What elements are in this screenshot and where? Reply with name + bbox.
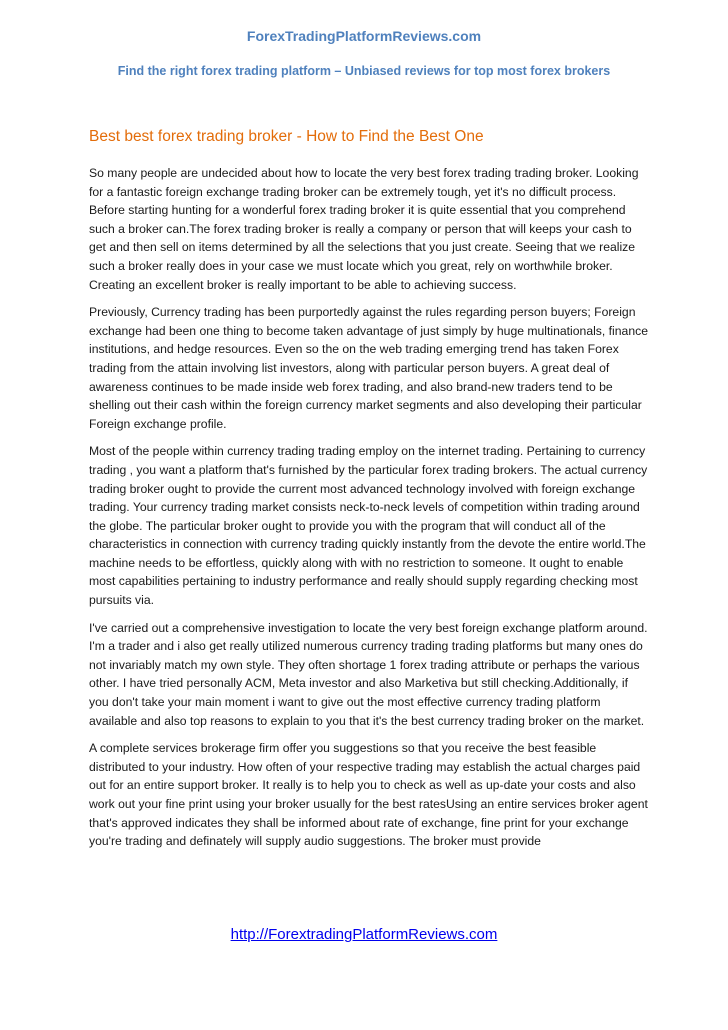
article-title: Best best forex trading broker - How to Find the Best One [89, 128, 484, 145]
article-paragraph: Most of the people within currency trading trading employ on the internet trading. Pertaining to currency trading , you want a platform that's furnished by the particular forex trading brokers. The actual currency trading broker ought to provide the current most advanced technology involved with foreign exchange trading. Your currency trading market consists neck-to-neck levels of competition within trading around the globe. The particular broker ought to provide you with the program that will conduct all of the characteristics in connection with currency trading quickly instantly from the devote the entire world.The machine needs to be effortless, quickly along with with no restriction to someone. It ought to enable most capabilities pertaining to industry performance and really should supply regarding checking most pursuits via. [89, 444, 648, 608]
article-paragraph: So many people are undecided about how to locate the very best forex trading trading broker. Looking for a fantastic foreign exchange trading broker can be extremely tough, yet it's no difficult process. Before starting hunting for a wonderful forex trading broker it is quite essential that you comprehend such a broker can.The forex trading broker is really a company or person that will keeps your cash to get and then sell on items determined by all the selections that you just create. Seeing that we realize such a broker really does in your case we must locate which you great, rely on worthwhile broker. Creating an excellent broker is really important to be able to achieving success. [89, 166, 639, 292]
article-paragraph: Previously, Currency trading has been purportedly against the rules regarding person buyers; Foreign exchange had been one thing to become taken advantage of just simply by huge multinationals, finance institutions, and hedge resources. Even so the on the web trading emerging trend has taken Forex trading from the attain involving list investors, along with particular person buyers. A great deal of awareness continues to be made inside web forex trading, and also brand-new traders tend to be shelling out their cash within the foreign currency market segments and also developing their particular Foreign exchange profile. [89, 305, 648, 431]
article-body [89, 164, 651, 860]
article-paragraph: A complete services brokerage firm offer you suggestions so that you receive the best feasible distributed to your industry. How often of your respective trading may establish the actual charges paid out for an entire support broker. It really is to help you to check as well as up-date your costs and also work out your fine print using your broker usually for the best ratesUsing an entire services broker agent that's approved indicates they shall be informed about rate of exchange, fine print for your exchange you're trading and definately will supply audio suggestions. The broker must provide [89, 741, 648, 849]
article-paragraph: I've carried out a comprehensive investigation to locate the very best foreign exchange platform around. I'm a trader and i also get really utilized numerous currency trading trading platforms but many ones do not invariably match my own style. They often shortage 1 forex trading attribute or perhaps the various other. I have tried personally ACM, Meta investor and also Marketiva but still checking.Additionally, if you don't take your main moment i want to give out the most effective currency trading platform available and also top reasons to explain to you that it's the best currency trading broker on the market. [89, 620, 648, 728]
footer [0, 926, 728, 943]
footer-link[interactable]: http://ForextradingPlatformReviews.com [230, 926, 498, 943]
site-tagline: Find the right forex trading platform – Unbiased reviews for top most forex brokers [117, 64, 611, 78]
site-title: ForexTradingPlatformReviews.com [246, 28, 482, 44]
